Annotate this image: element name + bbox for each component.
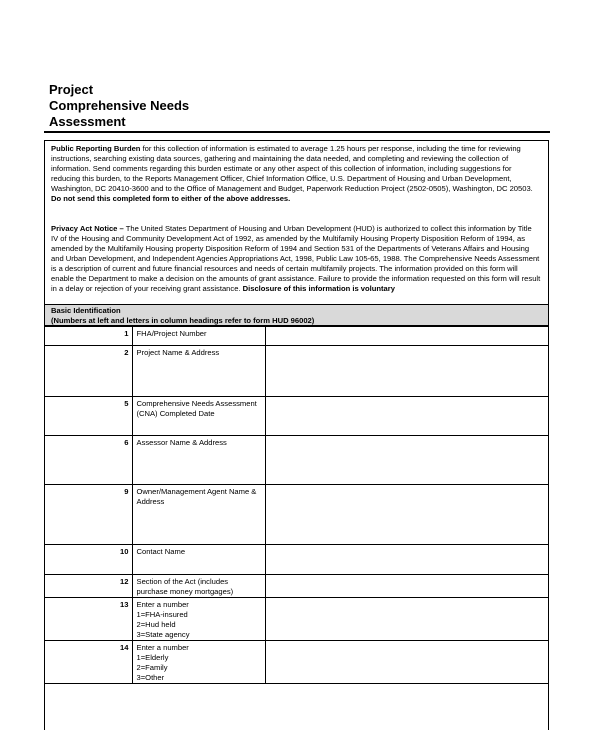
row-value-field[interactable] <box>265 485 549 545</box>
row-value-field[interactable] <box>265 575 549 598</box>
table-row <box>45 641 549 684</box>
row-value-field[interactable] <box>265 327 549 346</box>
row-number: 2 <box>45 346 132 397</box>
privacy-heading: Privacy Act Notice – <box>51 224 124 233</box>
row-value-field[interactable] <box>265 641 549 684</box>
table-row <box>45 436 549 485</box>
row-label: Comprehensive Needs Assessment (CNA) Completed Date <box>132 397 265 436</box>
title-divider <box>44 131 550 133</box>
basic-identification-table <box>45 326 549 684</box>
row-number: 1 <box>45 327 132 346</box>
privacy-emphasis: Disclosure of this information is voluntary <box>242 284 395 293</box>
row-label: Enter a number 1=FHA-insured 2=Hud held 3=State agency <box>132 598 265 641</box>
title-line-3: Assessment <box>49 114 126 129</box>
title-line-1: Project <box>49 82 94 97</box>
burden-body: for this collection of information is estimated to average 1.25 hours per response, including the time for reviewing instructions, searching existing data sources, gathering and maintaining the data needed, and completing and reviewing the collection of information. Send comments regarding this burden estimate or any other aspect of this collection of information, including suggestions for reducing this burden, to the Reports Management Officer, Chief Information Office, U.S. Department of Housing and Urban Development, Washington, DC 20410-3600 and to the Office of Management and Budget, Paperwork Reduction Project (2502-0505), Washington, DC 20503. <box>51 144 533 193</box>
row-number: 5 <box>45 397 132 436</box>
row-label: Project Name & Address <box>132 346 265 397</box>
row-label: Enter a number 1=Elderly 2=Family 3=Other <box>132 641 265 684</box>
row-value-field[interactable] <box>265 397 549 436</box>
row-number: 13 <box>45 598 132 641</box>
row-number: 14 <box>45 641 132 684</box>
table-row <box>45 397 549 436</box>
row-label: Owner/Management Agent Name & Address <box>132 485 265 545</box>
basic-identification-header <box>45 304 548 326</box>
basic-identification-title: Basic Identification <box>51 306 121 315</box>
row-label: Assessor Name & Address <box>132 436 265 485</box>
table-row <box>45 346 549 397</box>
row-value-field[interactable] <box>265 436 549 485</box>
row-number: 9 <box>45 485 132 545</box>
row-label: Contact Name <box>132 545 265 575</box>
row-value-field[interactable] <box>265 598 549 641</box>
public-reporting-burden-notice <box>51 144 541 204</box>
row-number: 12 <box>45 575 132 598</box>
row-value-field[interactable] <box>265 346 549 397</box>
table-row <box>45 598 549 641</box>
row-label: FHA/Project Number <box>132 327 265 346</box>
table-row <box>45 575 549 598</box>
table-row <box>45 545 549 575</box>
basic-identification-subtitle: (Numbers at left and letters in column headings refer to form HUD 96002) <box>51 316 315 325</box>
title-line-2: Comprehensive Needs <box>49 98 190 113</box>
burden-heading: Public Reporting Burden <box>51 144 141 153</box>
row-number: 6 <box>45 436 132 485</box>
row-number: 10 <box>45 545 132 575</box>
row-label: Section of the Act (includes purchase money mortgages) <box>132 575 265 598</box>
document-title <box>49 82 189 130</box>
privacy-body: The United States Department of Housing and Urban Development (HUD) is authorized to collect this information by Title IV of the Housing and Community Development Act of 1992, as amended by the Multifamily Housing Property Disposition Reform of 1994, as amended by the Multifamily Housing property Disposition Reform of 1994 and Section 531 of the Departments of Veterans Affairs and Housing and Urban Development, and Independent Agencies Appropriations Act, 1998, Public Law 105-65, 1988. The Comprehensive Needs Assessment is a description of current and future financial resources and needs of certain multifamily projects. The information provided on this form will enable the Department to make a decision on the amounts of grant assistance. Failure to provide the information requested on this form will result in a delay or rejection of your receiving grant assistance. <box>51 224 541 293</box>
form-box <box>44 140 549 730</box>
privacy-act-notice <box>51 224 541 294</box>
row-value-field[interactable] <box>265 545 549 575</box>
table-row <box>45 327 549 346</box>
table-row <box>45 485 549 545</box>
burden-emphasis: Do not send this completed form to either of the above addresses. <box>51 194 291 203</box>
